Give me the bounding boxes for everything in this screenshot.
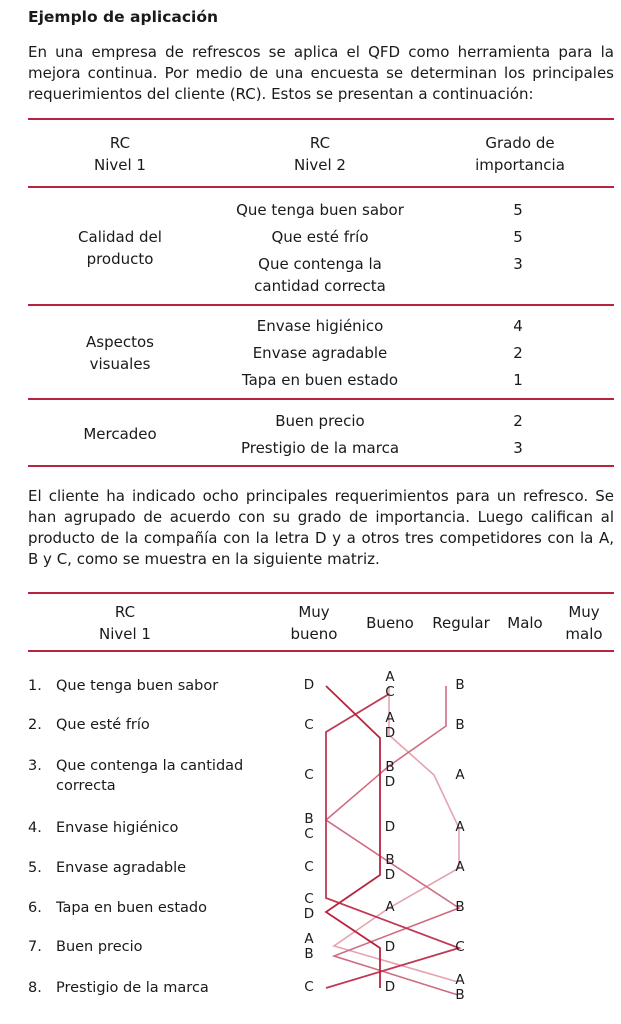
t1-item: Prestigio de la marca	[240, 439, 400, 457]
t1-item: Que tenga buen sabor	[236, 201, 404, 219]
rating-letter: D	[384, 867, 396, 883]
intro-paragraph: En una empresa de refrescos se aplica el QFD como herramienta para la mejora continua. Por medio de una encuesta se determinan los principales requerimientos del cliente (RC). Estos se presentan a continuación:	[28, 43, 614, 103]
t1-item: Envase agradable	[252, 344, 388, 362]
rating-letter: C	[304, 979, 314, 995]
matrix-row-label: 8. Prestigio de la marca	[28, 980, 209, 996]
rating-letter: A	[455, 819, 465, 835]
rating-letter: A	[455, 972, 465, 988]
rating-letter: D	[384, 725, 396, 741]
rating-letter: D	[384, 819, 396, 835]
t1-item: Que esté frío	[271, 228, 369, 246]
t1-item: Envase higiénico	[256, 317, 384, 335]
rating-letter: A	[455, 767, 465, 783]
rating-letter: D	[384, 939, 396, 955]
rating-letter: B	[385, 852, 395, 868]
rating-letter: C	[304, 859, 314, 875]
matrix-row-label: 4. Envase higiénico	[28, 820, 179, 836]
matrix-row-label: 1. Que tenga buen sabor	[28, 678, 219, 694]
rating-letter: A	[385, 669, 395, 685]
t1-value: 4	[513, 317, 523, 335]
t1-group-calidad: Calidad del producto	[78, 228, 162, 268]
rating-letter: B	[455, 987, 465, 1003]
t1-item: Buen precio	[275, 412, 365, 430]
matrix-row-label: 5. Envase agradable	[28, 860, 187, 876]
m-header-muy-bueno: Muy bueno	[290, 603, 338, 643]
rating-letter: B	[304, 811, 314, 827]
rating-letter: B	[304, 946, 314, 962]
matrix-row-label: 6. Tapa en buen estado	[28, 900, 207, 916]
rating-letter: C	[455, 939, 465, 955]
rating-letter: B	[455, 677, 465, 693]
t1-value: 1	[513, 371, 523, 389]
rating-letter: D	[384, 979, 396, 995]
t1-group-mercadeo: Mercadeo	[83, 425, 157, 443]
t1-value: 2	[513, 344, 523, 362]
rating-letter: D	[384, 774, 396, 790]
rating-letter: B	[455, 899, 465, 915]
t1-value: 2	[513, 412, 523, 430]
rating-letter: A	[304, 931, 314, 947]
t1-item: Tapa en buen estado	[241, 371, 399, 389]
rating-letter: C	[304, 767, 314, 783]
m-header-bueno: Bueno	[366, 614, 414, 632]
m-header-rc: RC Nivel 1	[99, 603, 151, 643]
t1-header-grado: Grado de importancia	[475, 134, 565, 174]
rating-letter: A	[385, 710, 395, 726]
rating-letter: C	[385, 684, 395, 700]
t1-value: 3	[513, 439, 523, 457]
rating-letter: A	[455, 859, 465, 875]
rating-letter: B	[455, 717, 465, 733]
t1-value: 3	[513, 255, 523, 273]
t1-value: 5	[513, 201, 523, 219]
matrix-row-label: 3. Que contenga la cantidad correcta	[28, 758, 244, 794]
rating-letter: C	[304, 717, 314, 733]
m-header-regular: Regular	[432, 614, 490, 632]
matrix-row-label: 7. Buen precio	[28, 939, 143, 955]
rating-letter: C	[304, 826, 314, 842]
m-header-malo: Malo	[507, 614, 543, 632]
rating-letter: C	[304, 891, 314, 907]
matrix-row-label: 2. Que esté frío	[28, 717, 150, 733]
profile-line-d	[326, 686, 380, 988]
t1-header-rc2: RC Nivel 2	[294, 134, 346, 174]
t1-item: Que contenga la cantidad correcta	[254, 255, 386, 295]
m-header-muy-malo: Muy malo	[565, 603, 603, 643]
t1-value: 5	[513, 228, 523, 246]
rating-letter: D	[303, 677, 315, 693]
section-title: Ejemplo de aplicación	[28, 8, 219, 26]
rating-letter: D	[303, 906, 315, 922]
rating-letter: A	[385, 899, 395, 915]
rating-letter: B	[385, 759, 395, 775]
middle-paragraph: El cliente ha indicado ocho principales requerimientos para un refresco. Se han agrupado de acuerdo con su grado de importancia. Luego califican al producto de la compañía con la letra D y a otros tres competidores con la A, B y C, como se muestra en la siguiente matriz.	[28, 487, 614, 568]
t1-header-rc1: RC Nivel 1	[94, 134, 146, 174]
t1-group-aspectos: Aspectos visuales	[86, 333, 154, 373]
